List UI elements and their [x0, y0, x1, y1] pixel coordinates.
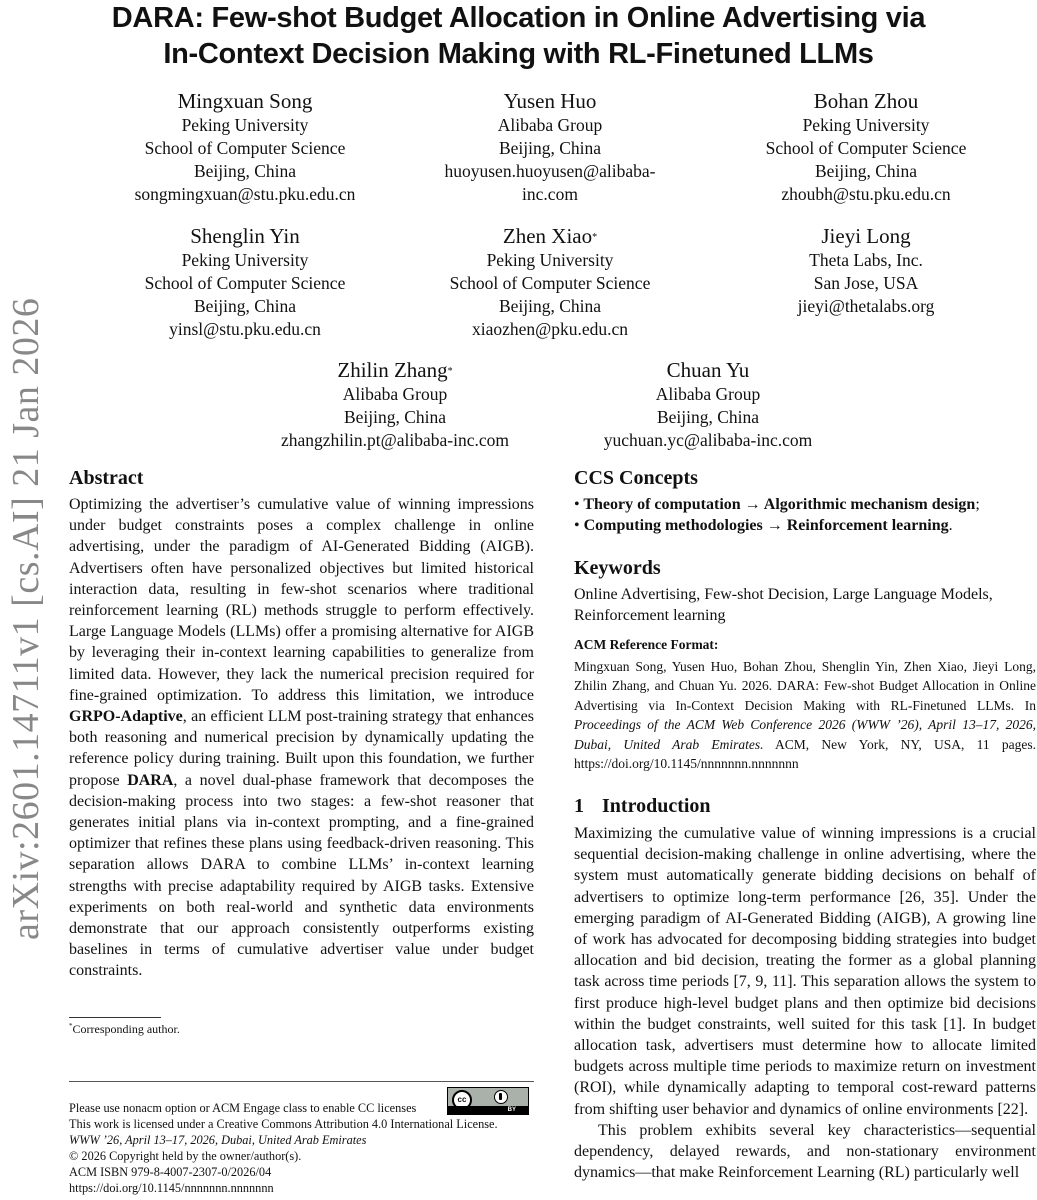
section-number: 1 — [574, 795, 584, 817]
author-name: Jieyi Long — [821, 224, 911, 248]
author-name-row — [250, 357, 540, 383]
ccs-concept: Reinforcement learning — [786, 517, 949, 534]
author-block — [563, 357, 853, 452]
introduction-heading — [574, 793, 1036, 819]
author-block — [100, 223, 390, 341]
author-location: Beijing, China — [193, 161, 297, 181]
author-affiliation: Theta Labs, Inc. — [809, 250, 923, 270]
ccs-section — [574, 465, 1036, 536]
corresponding-mark: * — [592, 232, 598, 243]
author-email[interactable]: songmingxuan@stu.pku.edu.cn — [134, 184, 356, 204]
author-department: School of Computer Science — [144, 138, 346, 158]
corresponding-mark: * — [447, 366, 453, 377]
arrow-icon: → — [766, 517, 783, 534]
author-email[interactable]: xiaozhen@pku.edu.cn — [471, 319, 629, 339]
reference-format-section — [574, 636, 1036, 773]
citation-text: ACM, New York, NY, USA, 11 pages. https://doi.org/10.1145/nnnnnnn.nnnnnnn — [574, 736, 1037, 772]
author-location: San Jose, USA — [813, 273, 919, 293]
author-name: Yusen Huo — [503, 89, 597, 113]
author-affiliation: Alibaba Group — [655, 384, 761, 404]
ccs-category: Theory of computation — [583, 496, 741, 513]
reference-format-heading: ACM Reference Format: — [574, 637, 719, 652]
author-email[interactable]: yinsl@stu.pku.edu.cn — [169, 319, 321, 339]
author-affiliation: Peking University — [486, 250, 614, 270]
cc-icon: cc — [452, 1090, 472, 1110]
method-name-grpo-adaptive: GRPO-Adaptive — [69, 708, 183, 726]
author-email[interactable]: yuchuan.yc@alibaba-inc.com — [603, 430, 813, 450]
author-name: Zhen Xiao — [502, 224, 593, 248]
author-block — [721, 223, 1011, 318]
reference-format-text — [574, 657, 1036, 773]
footnote-divider — [69, 1017, 161, 1018]
abstract-text: Optimizing the advertiser’s cumulative value of winning impressions under budget constraints poses a complex challenge in online advertising, under the paradigm of AI-Generated Bidding (AIGB). Advertisers often have personalized objectives but limited historical interaction data, resulting in few-shot scenarios where traditional reinforcement learning (RL) methods struggle to perform effectively. Large Language Models (LLMs) offer a promising alternative for AIGB by leveraging their in-context learning capabilities to generalize from limited data. However, they lack the numerical precision required for fine-grained optimization. To address this limitation, we introduce — [69, 496, 534, 704]
keywords-text: Online Advertising, Few-shot Decision, Large Language Models, Reinforcement learning — [574, 586, 993, 625]
arxiv-stamp[interactable]: arXiv:2601.14711v1 [cs.AI] 21 Jan 2026 — [5, 297, 47, 940]
arrow-icon: → — [744, 496, 761, 513]
author-affiliation: Peking University — [802, 115, 930, 135]
citation-venue: Proceedings of the ACM Web Conference 2026 (WWW ’26), April 13–17, 2026, Dubai, United Arab Emirates. — [574, 717, 1036, 752]
method-name-dara: DARA — [127, 771, 174, 789]
punct: . — [948, 517, 953, 534]
intro-paragraph-1: Maximizing the cumulative value of winning impressions is a crucial sequential decision-making challenge in online advertising, where the system must automatically generate bidding decisions on behalf of advertisers to optimize long-term performance [26, 35]. Under the emerging paradigm of AI-Generated Bidding (AIGB), A growing line of work has advocated for decomposing bidding strategies into budget allocation and bid decision, treating the former as a global planning task across time periods [7, 9, 11]. This separation allows the system to first produce high-level budget plans and then optimize bid decisions within the budget constraints, well suited for this task [1]. In budget allocation task, advertisers must determine how to allocate limited budgets across multiple time periods to maximize return on investment (ROI), while dynamically adapting to temporal cost-reward patterns from shifting user behavior and dynamics of online environments [22]. — [574, 825, 1036, 1118]
author-block — [250, 357, 540, 452]
license-statement: This work is licensed under a Creative Commons Attribution 4.0 International License. — [69, 1117, 498, 1131]
author-location: Beijing, China — [814, 161, 918, 181]
abstract-heading: Abstract — [69, 467, 144, 489]
author-block — [100, 88, 390, 206]
author-block — [721, 88, 1011, 206]
author-block — [405, 88, 695, 206]
author-location: Beijing, China — [656, 407, 760, 427]
author-email-cont[interactable]: inc.com — [522, 184, 578, 204]
author-affiliation: Alibaba Group — [497, 115, 603, 135]
license-block — [69, 1100, 539, 1196]
by-label: BY — [507, 1107, 516, 1113]
ccs-concept: Algorithmic mechanism design — [763, 496, 976, 513]
author-email[interactable]: huoyusen.huoyusen@alibaba- — [444, 161, 656, 181]
isbn-line: ACM ISBN 979-8-4007-2307-0/2026/04 — [69, 1165, 272, 1179]
author-location: Beijing, China — [498, 296, 602, 316]
ccs-item — [574, 515, 1036, 536]
venue-text: WWW ’26, April 13–17, 2026, Dubai, United Arab Emirates — [69, 1133, 367, 1147]
author-department: School of Computer Science — [765, 138, 967, 158]
keywords-heading: Keywords — [574, 557, 661, 579]
introduction-section — [574, 793, 1036, 1183]
intro-paragraph-2: This problem exhibits several key characteristics—sequential dependency, delayed rewards, and non-stationary environment dynamics—that make Reinforcement Learning (RL) particularly well — [574, 1121, 1036, 1182]
author-name: Zhilin Zhang — [337, 358, 448, 382]
keywords-section — [574, 555, 1036, 626]
footnote-mark: * — [69, 1022, 73, 1030]
author-location: Beijing, China — [343, 407, 447, 427]
abstract-body — [69, 494, 534, 982]
doi-link[interactable]: https://doi.org/10.1145/nnnnnnn.nnnnnnn — [69, 1181, 274, 1195]
abstract-section — [69, 465, 534, 982]
author-location: Beijing, China — [498, 138, 602, 158]
author-name-row — [405, 223, 695, 249]
license-divider — [69, 1081, 534, 1082]
punct: ; — [975, 496, 980, 513]
ccs-category: Computing methodologies — [583, 517, 763, 534]
author-name: Shenglin Yin — [190, 224, 300, 248]
author-email[interactable]: jieyi@thetalabs.org — [797, 296, 935, 316]
footnote — [69, 1022, 180, 1037]
abstract-text: , a novel dual-phase framework that decomposes the decision-making process into two stages: a few-shot reasoner that generates initial plans via in-context prompting, and a fine-grained optimizer that refines these plans using feedback-driven reasoning. This separation allows DARA to combine LLMs’ in-context learning strengths with precise adaptability required by AIGB tasks. Extensive experiments on both real-world and synthetic data environments demonstrate that our approach consistently outperforms existing baselines in terms of cumulative advertiser value under budget constraints. — [69, 771, 534, 980]
author-department: School of Computer Science — [144, 273, 346, 293]
author-department: School of Computer Science — [449, 273, 651, 293]
author-name: Bohan Zhou — [813, 89, 919, 113]
section-title: Introduction — [602, 795, 711, 817]
title-line-1: DARA: Few-shot Budget Allocation in Online Advertising via — [111, 2, 926, 34]
license-note: Please use nonacm option or ACM Engage class to enable CC licenses — [69, 1101, 417, 1115]
author-affiliation: Peking University — [181, 115, 309, 135]
title-line-2: In-Context Decision Making with RL-Finetuned LLMs — [163, 38, 874, 70]
bullet: • — [574, 496, 580, 513]
paper-title — [0, 0, 1037, 72]
copyright-line: © 2026 Copyright held by the owner/author(s). — [69, 1149, 302, 1163]
author-name: Chuan Yu — [666, 358, 750, 382]
author-affiliation: Peking University — [181, 250, 309, 270]
abstract-text: , an efficient LLM post-training strategy that enhances both reasoning and numerical precision by dynamically updating the reference policy during training. Built upon this foundation, we further propose — [69, 708, 534, 789]
bullet: • — [574, 517, 580, 534]
author-location: Beijing, China — [193, 296, 297, 316]
author-affiliation: Alibaba Group — [342, 384, 448, 404]
author-block — [405, 223, 695, 341]
author-email[interactable]: zhangzhilin.pt@alibaba-inc.com — [281, 430, 509, 450]
footnote-text: Corresponding author. — [72, 1022, 180, 1036]
venue-line — [69, 1132, 539, 1148]
author-email[interactable]: zhoubh@stu.pku.edu.cn — [781, 184, 951, 204]
author-name: Mingxuan Song — [177, 89, 313, 113]
ccs-heading: CCS Concepts — [574, 467, 698, 489]
citation-text: Mingxuan Song, Yusen Huo, Bohan Zhou, Shenglin Yin, Zhen Xiao, Jieyi Long, Zhilin Zhang, and Chuan Yu. 2026. DARA: Few-shot Budget Allocation in Online Advertising via In-Context Decision Making with RL-Finetuned LLMs. In — [574, 659, 1036, 713]
ccs-item — [574, 494, 1036, 515]
